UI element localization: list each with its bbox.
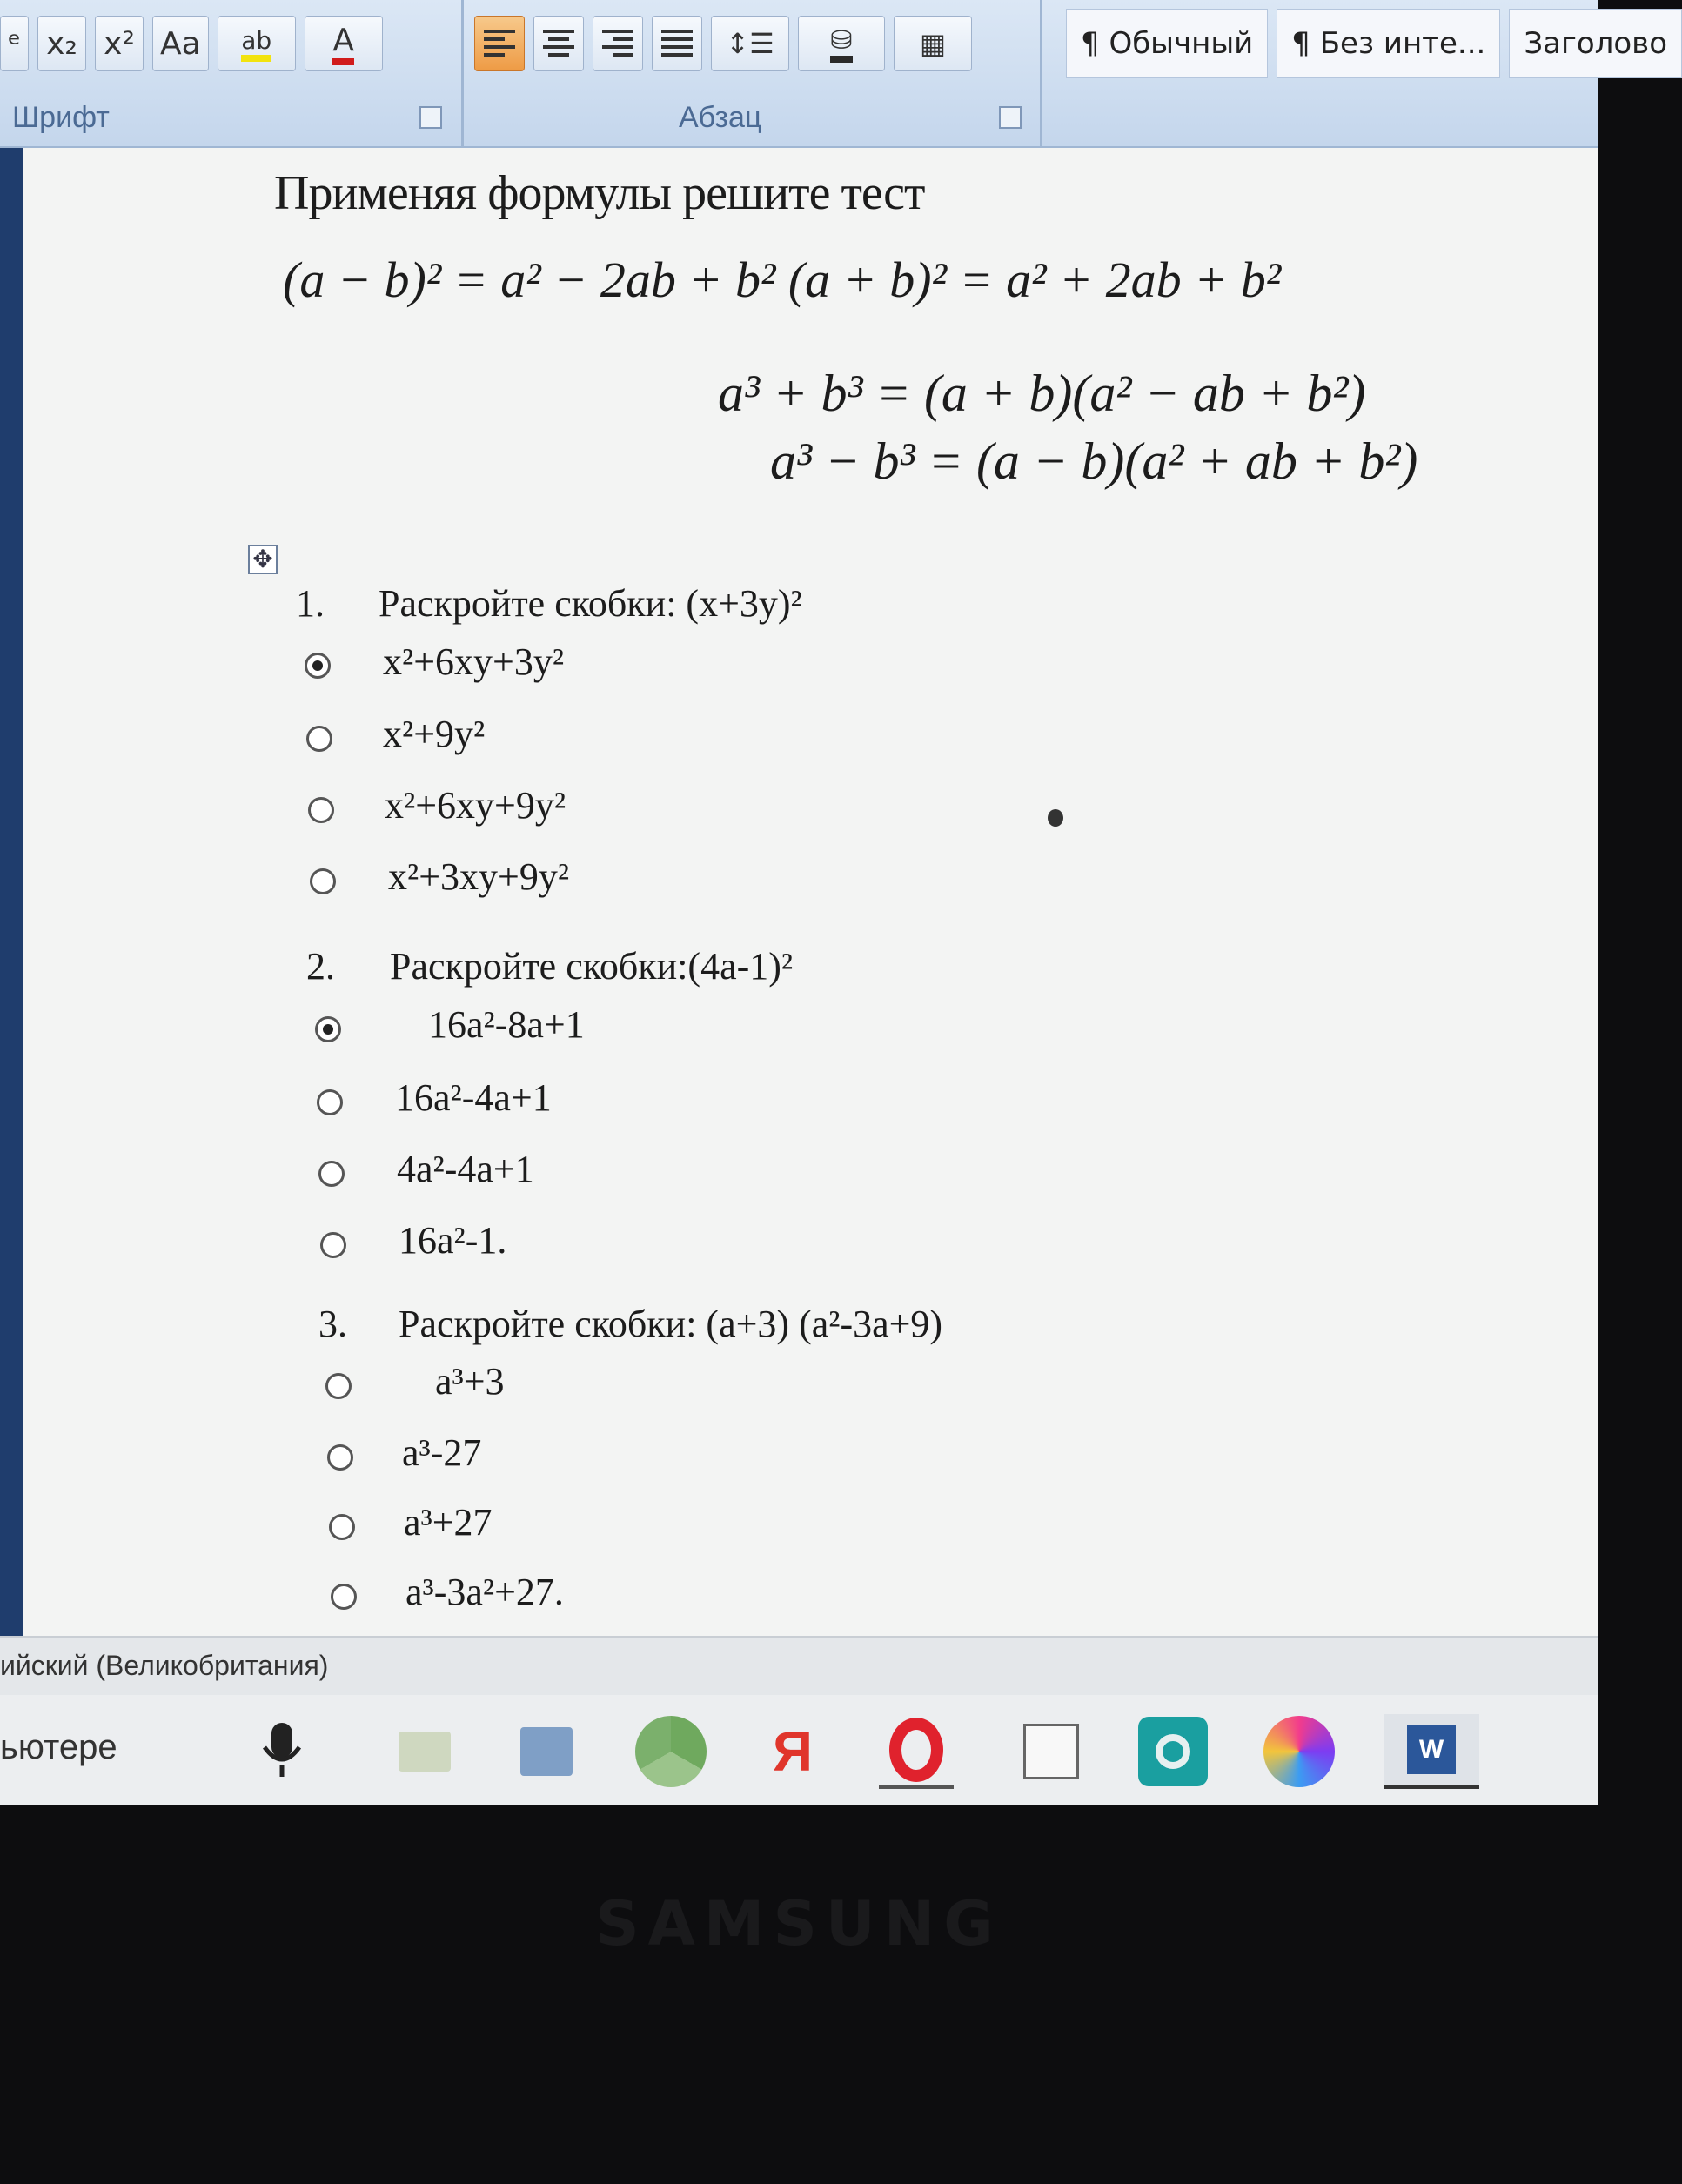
font-dialog-launcher[interactable] bbox=[419, 106, 442, 129]
question-text: Раскройте скобки: (x+3y)² bbox=[379, 582, 802, 625]
justify-icon bbox=[660, 28, 694, 59]
screen-smudge bbox=[1048, 809, 1063, 827]
word-icon[interactable]: W bbox=[1384, 1714, 1479, 1789]
highlight-icon: ab bbox=[241, 26, 271, 62]
style-no-spacing[interactable]: ¶ Без инте... bbox=[1277, 9, 1500, 78]
group-separator bbox=[1040, 0, 1042, 146]
option-radio[interactable] bbox=[327, 1444, 353, 1471]
paint-icon[interactable] bbox=[1262, 1714, 1337, 1789]
paragraph-dialog-launcher[interactable] bbox=[999, 106, 1022, 129]
option-radio[interactable] bbox=[320, 1232, 346, 1258]
yandex-letter: Я bbox=[773, 1720, 813, 1783]
shading-button[interactable] bbox=[798, 16, 885, 71]
line-spacing-icon: ↕☰ bbox=[726, 27, 774, 60]
option-label: a³+3 bbox=[435, 1360, 505, 1403]
option-label: x²+9y² bbox=[383, 713, 486, 755]
camera-icon[interactable] bbox=[1136, 1714, 1210, 1789]
align-center-icon bbox=[541, 28, 576, 59]
difference-of-cubes-formula: a³ − b³ = (a − b)(a² + ab + b²) bbox=[770, 432, 1418, 490]
option-radio[interactable] bbox=[318, 1161, 345, 1187]
language-indicator[interactable]: ийский (Великобритания) bbox=[0, 1650, 329, 1681]
style-normal[interactable]: ¶ Обычный bbox=[1066, 9, 1268, 78]
question-number: 1. bbox=[296, 582, 325, 625]
option-radio[interactable] bbox=[308, 797, 334, 823]
search-box[interactable]: ьютере bbox=[0, 1728, 117, 1766]
option-radio[interactable] bbox=[331, 1584, 357, 1610]
question-number: 2. bbox=[306, 945, 335, 988]
font-group-label: Шрифт bbox=[12, 101, 110, 134]
yandex-browser-icon[interactable] bbox=[755, 1714, 830, 1789]
opera-icon[interactable] bbox=[879, 1714, 954, 1789]
option-label: a³-3a²+27. bbox=[405, 1571, 564, 1613]
option-radio[interactable] bbox=[329, 1514, 355, 1540]
borders-button[interactable] bbox=[894, 16, 972, 71]
monitor-brand-logo: SAMSUNG bbox=[595, 1888, 1002, 1960]
document-title: Применяя формулы решите тест bbox=[274, 166, 925, 220]
option-label: x²+6xy+3y² bbox=[383, 640, 565, 683]
option-label: a³-27 bbox=[402, 1431, 482, 1474]
ribbon bbox=[0, 0, 1667, 148]
font-color-icon: A bbox=[332, 23, 354, 65]
option-label: 16a²-8a+1 bbox=[428, 1003, 585, 1046]
line-spacing-button[interactable] bbox=[711, 16, 789, 71]
option-label: 4a²-4a+1 bbox=[397, 1148, 534, 1190]
highlight-color-button[interactable] bbox=[218, 16, 296, 71]
option-label: 16a²-1. bbox=[399, 1219, 507, 1262]
superscript-button[interactable]: x² bbox=[95, 16, 144, 71]
window-edge bbox=[0, 148, 23, 1636]
notepad-icon[interactable] bbox=[1014, 1714, 1089, 1789]
option-radio[interactable] bbox=[317, 1089, 343, 1115]
change-case-button[interactable]: Aa bbox=[152, 16, 209, 71]
borders-icon: ▦ bbox=[919, 27, 947, 60]
question-text: Раскройте скобки:(4a-1)² bbox=[390, 945, 794, 988]
document-page[interactable] bbox=[0, 148, 1598, 1636]
option-label: a³+27 bbox=[404, 1501, 493, 1544]
option-label: 16a²-4a+1 bbox=[395, 1076, 552, 1119]
align-left-button[interactable] bbox=[474, 16, 525, 71]
style-heading[interactable]: Заголово bbox=[1509, 9, 1682, 78]
strikethrough-button[interactable]: ᵉ bbox=[0, 16, 29, 71]
taskbar bbox=[0, 1695, 1598, 1805]
align-left-icon bbox=[482, 28, 517, 59]
subscript-button[interactable]: x₂ bbox=[37, 16, 86, 71]
status-bar bbox=[0, 1636, 1598, 1697]
chrome-icon[interactable] bbox=[633, 1714, 708, 1789]
microphone-icon[interactable] bbox=[259, 1721, 305, 1779]
store-icon[interactable] bbox=[509, 1714, 584, 1789]
table-move-handle[interactable]: ✥ bbox=[248, 545, 278, 574]
option-radio[interactable] bbox=[306, 726, 332, 752]
align-center-button[interactable] bbox=[533, 16, 584, 71]
option-label: x²+3xy+9y² bbox=[388, 855, 570, 898]
sum-of-cubes-formula: a³ + b³ = (a + b)(a² − ab + b²) bbox=[718, 365, 1366, 422]
file-explorer-icon[interactable] bbox=[387, 1714, 462, 1789]
option-radio[interactable] bbox=[325, 1373, 352, 1399]
align-right-button[interactable] bbox=[593, 16, 643, 71]
square-formulas: (a − b)² = a² − 2ab + b² (a + b)² = a² + 2ab + b² bbox=[283, 251, 1282, 308]
justify-button[interactable] bbox=[652, 16, 702, 71]
font-color-button[interactable] bbox=[305, 16, 383, 71]
option-radio[interactable] bbox=[305, 653, 331, 679]
group-separator bbox=[461, 0, 464, 146]
align-right-icon bbox=[600, 28, 635, 59]
option-radio[interactable] bbox=[310, 868, 336, 894]
option-radio[interactable] bbox=[315, 1016, 341, 1042]
paint-bucket-icon: ⛁ bbox=[830, 25, 852, 63]
option-label: x²+6xy+9y² bbox=[385, 784, 566, 827]
question-number: 3. bbox=[318, 1303, 347, 1345]
question-text: Раскройте скобки: (a+3) (a²-3a+9) bbox=[399, 1303, 943, 1345]
paragraph-group-label: Абзац bbox=[679, 101, 762, 134]
